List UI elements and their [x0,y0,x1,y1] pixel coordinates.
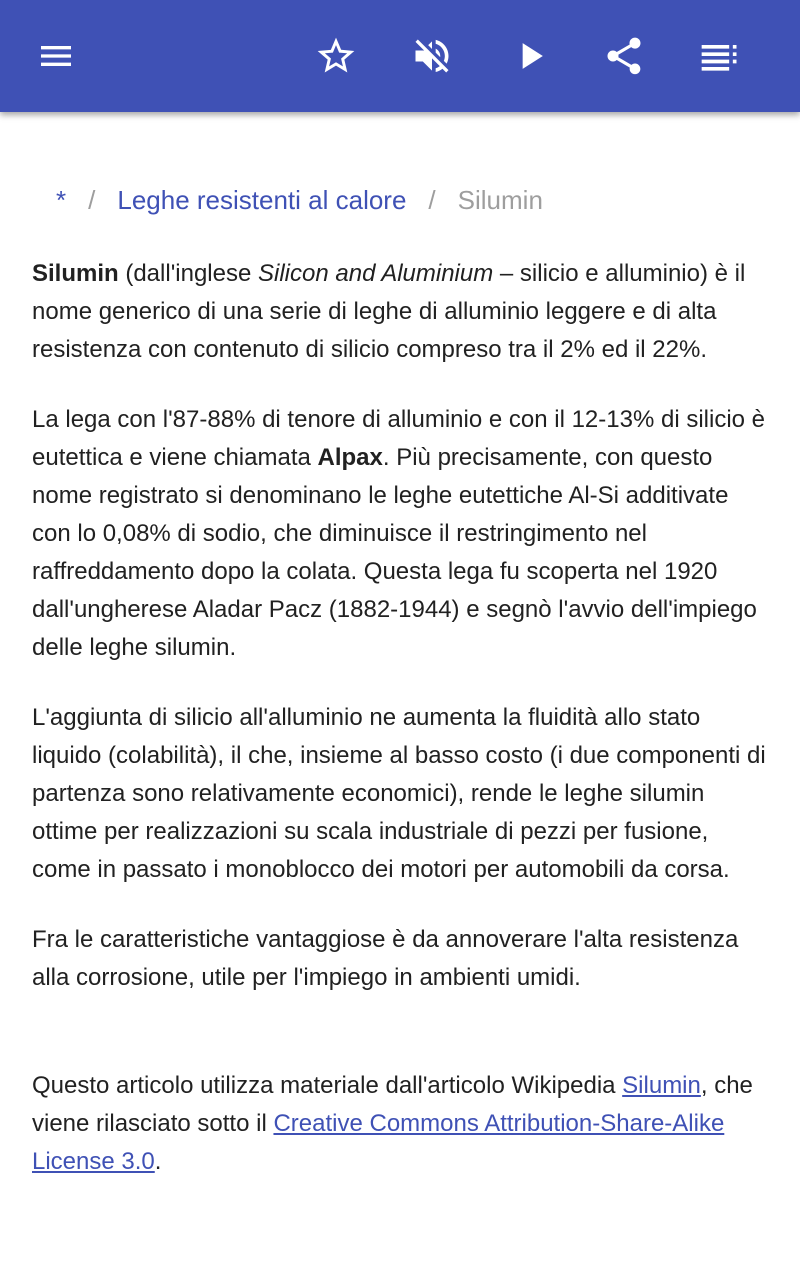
share-icon [602,34,646,78]
share-button[interactable] [592,24,656,88]
app-bar [0,0,800,112]
term-bold: Silumin [32,260,119,287]
text: La lega con l'87-88% di tenore di alluminio e con il 12-13% di silicio è eutettica e viene chiamata [32,406,766,471]
paragraph-intro [32,255,772,369]
mute-button[interactable] [400,24,464,88]
breadcrumb-separator: / [428,185,436,215]
breadcrumb-root-link[interactable]: * [56,185,67,215]
text: . [154,1148,162,1175]
wikipedia-article-link[interactable]: Silumin [622,1072,701,1099]
text: . Più precisamente, con questo nome registrato si denominano le leghe eutettiche Al-Si additivate con lo 0,08% di sodio, che diminuisce il restringimento nel raffreddamento dopo la colata. Questa lega fu scoperta nel 1920 dall'ungherese Aladar Pacz (1882-1944) e segnò l'avvio dell'impiego delle leghe silumin. [32,444,757,661]
menu-icon [36,36,76,76]
text: (dall'inglese [118,260,258,287]
breadcrumb-current: Silumin [457,185,543,215]
menu-button[interactable] [24,24,88,88]
breadcrumb-category-link[interactable]: Leghe resistenti al calore [117,185,407,215]
article-body [32,255,772,1213]
paragraph-corrosion: Fra le caratteristiche vantaggiose è da annoverare l'alta resistenza alla corrosione, utile per l'impiego in ambienti umidi. [32,926,739,991]
play-button[interactable] [498,24,562,88]
text: , che viene rilasciato sotto il [32,1072,753,1137]
license-link[interactable]: Creative Commons Attribution-Share-Alike License 3.0 [32,1110,725,1175]
alpax-bold: Alpax [317,444,383,471]
text: Questo articolo utilizza materiale dall'articolo Wikipedia [32,1072,623,1099]
playlist-icon [698,34,742,78]
contents-button[interactable] [688,24,752,88]
favorite-button[interactable] [304,24,368,88]
text: – silicio e alluminio) è il nome generico di una serie di leghe di alluminio leggere e di alta resistenza con contenuto di silicio compreso tra il 2% ed il 22%. [32,260,746,363]
play-icon [508,34,552,78]
star-outline-icon [314,34,358,78]
paragraph-properties: L'aggiunta di silicio all'alluminio ne aumenta la fluidità allo stato liquido (colabilità), il che, insieme al basso costo (i due componenti di partenza sono relativamente economici), rende le leghe silumin ottime per realizzazioni su scala industriale di pezzi per fusione, come in passato i monoblocco dei motori per automobili da corsa. [32,704,766,883]
volume-off-icon [410,34,454,78]
term-italic: Silicon and Aluminium [258,260,494,287]
attribution [32,1067,772,1181]
paragraph-alpax [32,401,772,667]
breadcrumb-separator: / [88,185,96,215]
breadcrumb [56,180,543,220]
